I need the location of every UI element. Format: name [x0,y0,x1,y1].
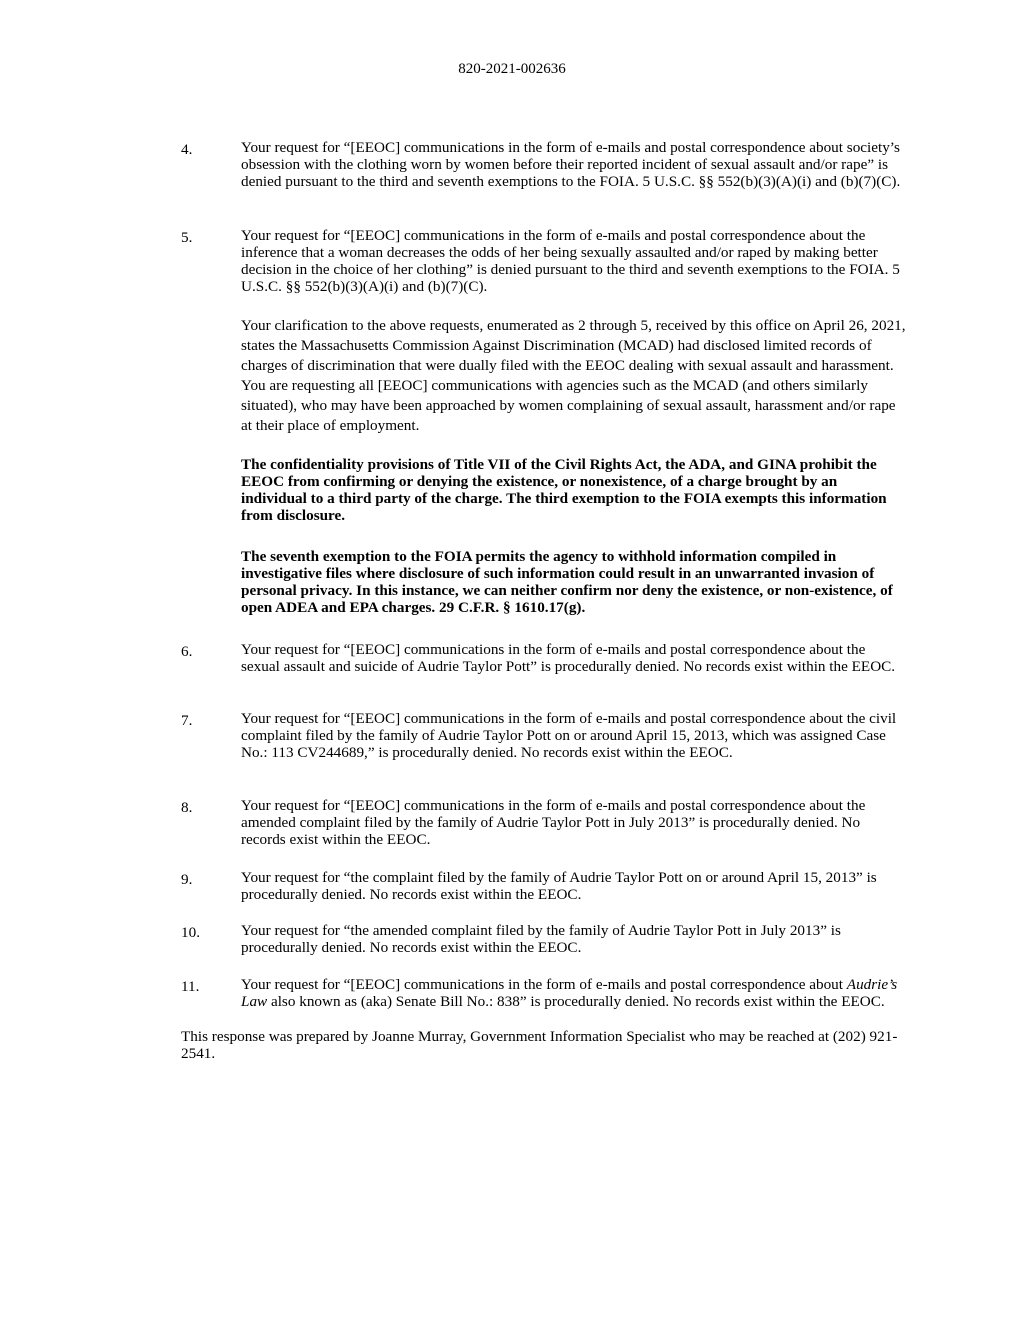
item-number: 5. [181,229,193,246]
confidentiality-notice: The confidentiality provisions of Title VII of the Civil Rights Act, the ADA, and GINA prohibit the EEOC from confirming or denying the existence, or nonexistence, of a charge brought by an individual to a third party of the charge. The third exemption to the FOIA exempts this information from disclosure. [241,456,887,524]
item-text: Your request for “[EEOC] communications in the form of e-mails and postal correspondence about the civil complaint filed by the family of Audrie Taylor Pott on or around April 15, 2013, which was assigned Case No.: 113 CV244689,” is procedurally denied. No records exist within the EEOC. [241,710,897,761]
item-text-end: also known as (aka) Senate Bill No.: 838” is procedurally denied. No records exist within the EEOC. [267,993,885,1010]
closing-statement: This response was prepared by Joanne Murray, Government Information Specialist who may be reached at (202) 921-2541. [181,1028,898,1062]
item-text-start: Your request for “[EEOC] communications in the form of e-mails and postal correspondence about [241,976,847,993]
item-text: Your request for “the complaint filed by the family of Audrie Taylor Pott on or around April 15, 2013” is procedurally denied. No records exist within the EEOC. [241,869,877,903]
item-number: 8. [181,799,193,816]
item-number: 9. [181,871,193,888]
item-text [241,976,906,1010]
item-text: Your request for “[EEOC] communications in the form of e-mails and postal correspondence about the amended complaint filed by the family of Audrie Taylor Pott in July 2013” is procedurally denied. No records exist within the EEOC. [241,797,866,848]
item-number: 10. [181,924,200,941]
item-number: 11. [181,978,200,995]
item-text-italic: Audrie’s Law [241,976,898,1010]
item-number: 7. [181,712,193,729]
clarification-paragraph: Your clarification to the above requests, enumerated as 2 through 5, received by this office on April 26, 2021, states the Massachusetts Commission Against Discrimination (MCAD) had disclosed limited records of charges of discrimination that were dually filed with the EEOC dealing with sexual assault and harassment. You are requesting all [EEOC] communications with agencies such as the MCAD (and others similarly situated), who may have been approached by women complaining of sexual assault, harassment and/or rape at their place of employment. [241,317,906,434]
item-number: 4. [181,141,193,158]
seventh-exemption-notice: The seventh exemption to the FOIA permits the agency to withhold information compiled in investigative files where disclosure of such information could result in an unwarranted invasion of personal privacy. In this instance, we can neither confirm nor deny the existence, or non-existence, of open ADEA and EPA charges. 29 C.F.R. § 1610.17(g). [241,548,893,616]
item-text: Your request for “[EEOC] communications in the form of e-mails and postal correspondence about society’s obsession with the clothing worn by women before their reported incident of sexual assault and/or rape” is denied pursuant to the third and seventh exemptions to the FOIA. 5 U.S.C. §§ 552(b)(3)(A)(i) and (b)(7)(C). [241,139,901,190]
item-text: Your request for “the amended complaint filed by the family of Audrie Taylor Pott in July 2013” is procedurally denied. No records exist within the EEOC. [241,922,841,956]
item-number: 6. [181,643,193,660]
document-reference-number: 820-2021-002636 [458,61,566,77]
item-text: Your request for “[EEOC] communications in the form of e-mails and postal correspondence about the inference that a woman decreases the odds of her being sexually assaulted and/or raped by making better decision in the choice of her clothing” is denied pursuant to the third and seventh exemptions to the FOIA. 5 U.S.C. §§ 552(b)(3)(A)(i) and (b)(7)(C). [241,227,900,295]
item-text: Your request for “[EEOC] communications in the form of e-mails and postal correspondence about the sexual assault and suicide of Audrie Taylor Pott” is procedurally denied. No records exist within the EEOC. [241,641,896,675]
